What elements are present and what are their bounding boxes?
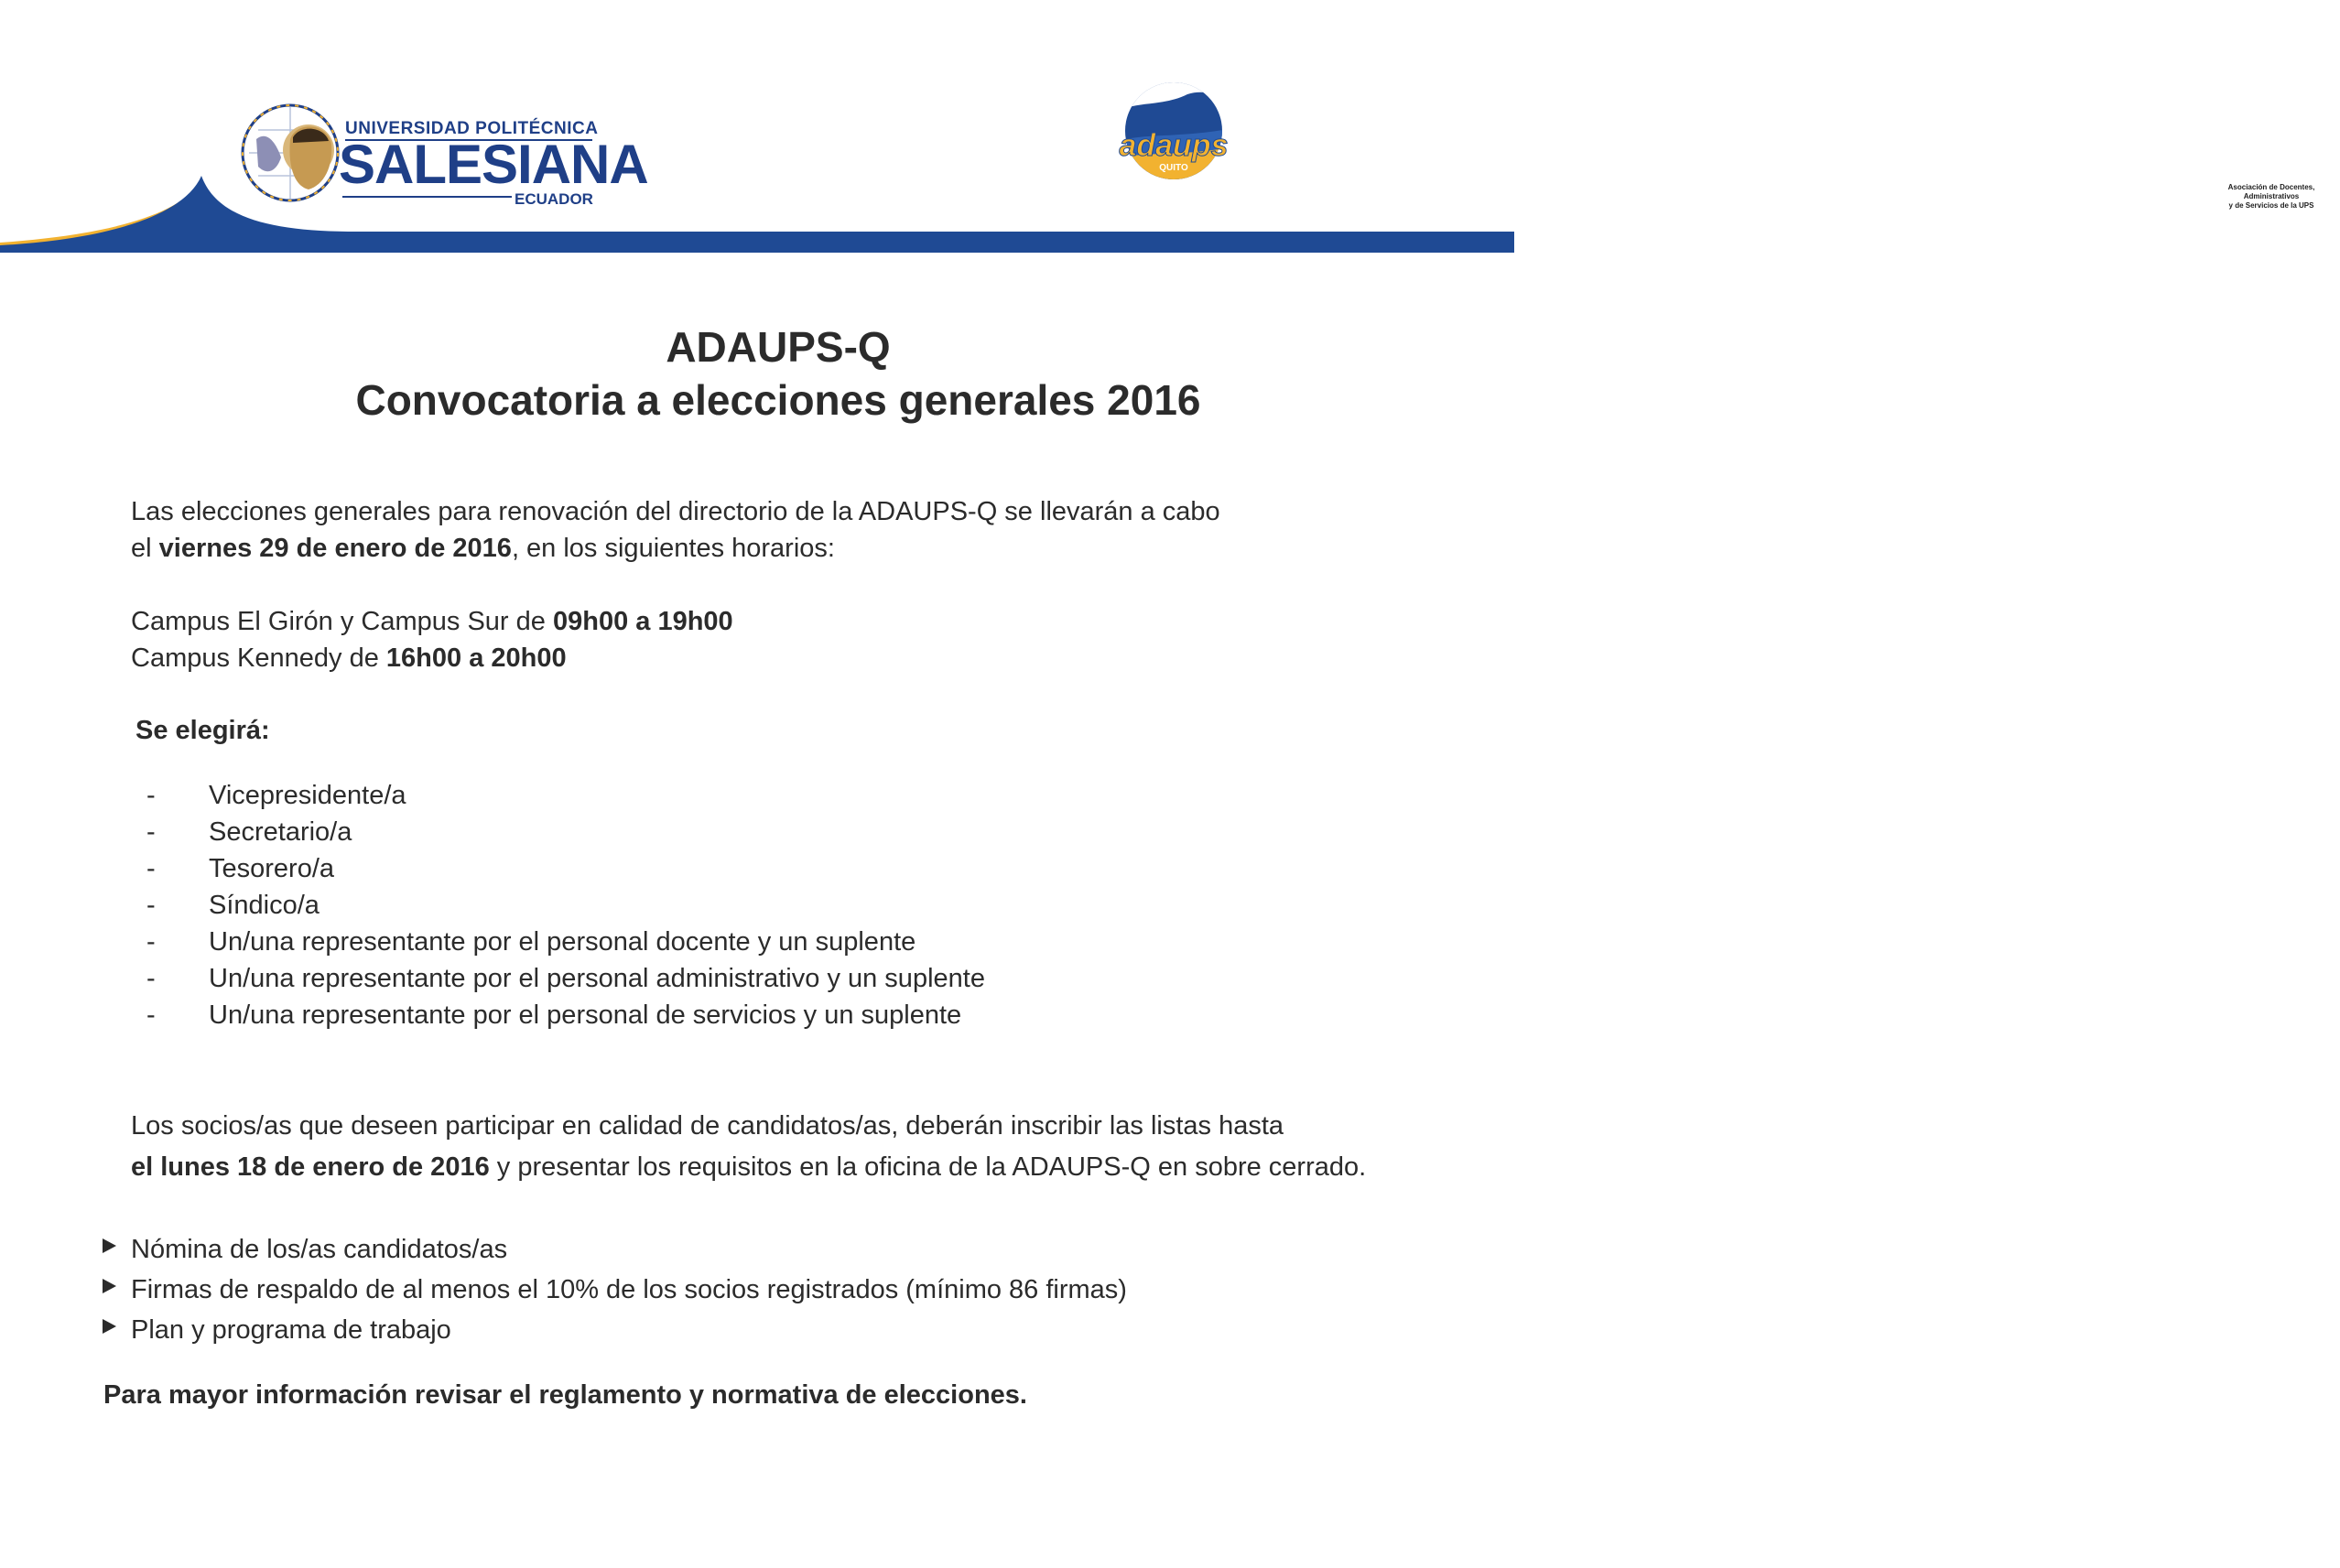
ups-logo — [240, 103, 648, 212]
intro-paragraph — [131, 493, 1220, 567]
position-label: Un/una representante por el personal de servicios y un suplente — [209, 1000, 962, 1030]
intro-line1: Las elecciones generales para renovación del directorio de la ADAUPS-Q se llevarán a cabo — [131, 497, 1220, 526]
list-dash: - — [146, 891, 156, 920]
title-line2: Convocatoria a elecciones generales 2016 — [355, 376, 1201, 424]
header-wave-blue — [0, 176, 1514, 253]
adaups-emblem — [1105, 81, 1242, 181]
registration-suffix: y presentar los requisitos en la oficina de la ADAUPS-Q en sobre cerrado. — [489, 1152, 1367, 1182]
intro-line2 — [131, 530, 1220, 567]
schedule-campus-1: Campus El Girón y Campus Sur de — [131, 607, 553, 636]
adaups-caption-line1: Asociación de Docentes, Administrativos — [2227, 183, 2315, 200]
position-label: Síndico/a — [209, 891, 320, 920]
triangle-bullet-icon — [103, 1279, 116, 1293]
list-dash: - — [146, 964, 156, 993]
schedule-line1 — [131, 603, 733, 640]
ups-logo-line3: ECUADOR — [515, 190, 593, 208]
position-label: Un/una representante por el personal administrativo y un suplente — [209, 964, 985, 993]
ups-logo-rule-bottom — [342, 196, 512, 198]
position-label: Vicepresidente/a — [209, 781, 406, 810]
intro-prefix: el — [131, 534, 159, 563]
adaups-caption — [2203, 183, 2340, 211]
adaups-caption-line2: y de Servicios de la UPS — [2228, 201, 2314, 210]
adaups-wordmark: adaups — [1119, 128, 1229, 163]
list-dash: - — [146, 817, 156, 847]
schedule — [131, 603, 733, 676]
election-date: viernes 29 de enero de 2016 — [158, 534, 512, 563]
requirement-label: Firmas de respaldo de al menos el 10% de los socios registrados (mínimo 86 firmas) — [131, 1275, 1127, 1304]
schedule-hours-1: 09h00 a 19h00 — [552, 607, 733, 636]
ups-logo-line1: UNIVERSIDAD POLITÉCNICA — [345, 119, 599, 138]
triangle-bullet-icon — [103, 1238, 116, 1253]
footer-note: Para mayor información revisar el reglamento y normativa de elecciones. — [103, 1380, 1027, 1410]
registration-line1: Los socios/as que deseen participar en calidad de candidatos/as, deberán inscribir las listas hasta — [131, 1111, 1284, 1141]
title-block — [0, 320, 1556, 427]
schedule-campus-2: Campus Kennedy de — [131, 643, 386, 673]
registration-paragraph — [131, 1106, 1366, 1188]
intro-suffix: , en los siguientes horarios: — [511, 534, 835, 563]
ups-logo-line2: SALESIANA — [339, 134, 648, 195]
list-dash: - — [146, 927, 156, 957]
list-dash: - — [146, 854, 156, 883]
position-label: Un/una representante por el personal docente y un suplente — [209, 927, 916, 957]
requirement-label: Plan y programa de trabajo — [131, 1315, 451, 1345]
registration-line2 — [131, 1147, 1366, 1188]
adaups-logo — [1099, 81, 2315, 210]
list-dash: - — [146, 781, 156, 810]
title-line1: ADAUPS-Q — [666, 323, 891, 371]
registration-deadline: el lunes 18 de enero de 2016 — [131, 1152, 490, 1182]
positions-heading: Se elegirá: — [135, 716, 270, 745]
adaups-city: QUITO — [1159, 163, 1188, 173]
triangle-bullet-icon — [103, 1319, 116, 1334]
position-label: Secretario/a — [209, 817, 352, 847]
header-band — [0, 0, 1514, 265]
position-label: Tesorero/a — [209, 854, 335, 883]
list-dash: - — [146, 1000, 156, 1030]
schedule-line2 — [131, 640, 733, 676]
requirement-label: Nómina de los/as candidatos/as — [131, 1235, 508, 1264]
ups-globe-emblem — [240, 103, 341, 203]
schedule-hours-2: 16h00 a 20h00 — [385, 643, 567, 673]
